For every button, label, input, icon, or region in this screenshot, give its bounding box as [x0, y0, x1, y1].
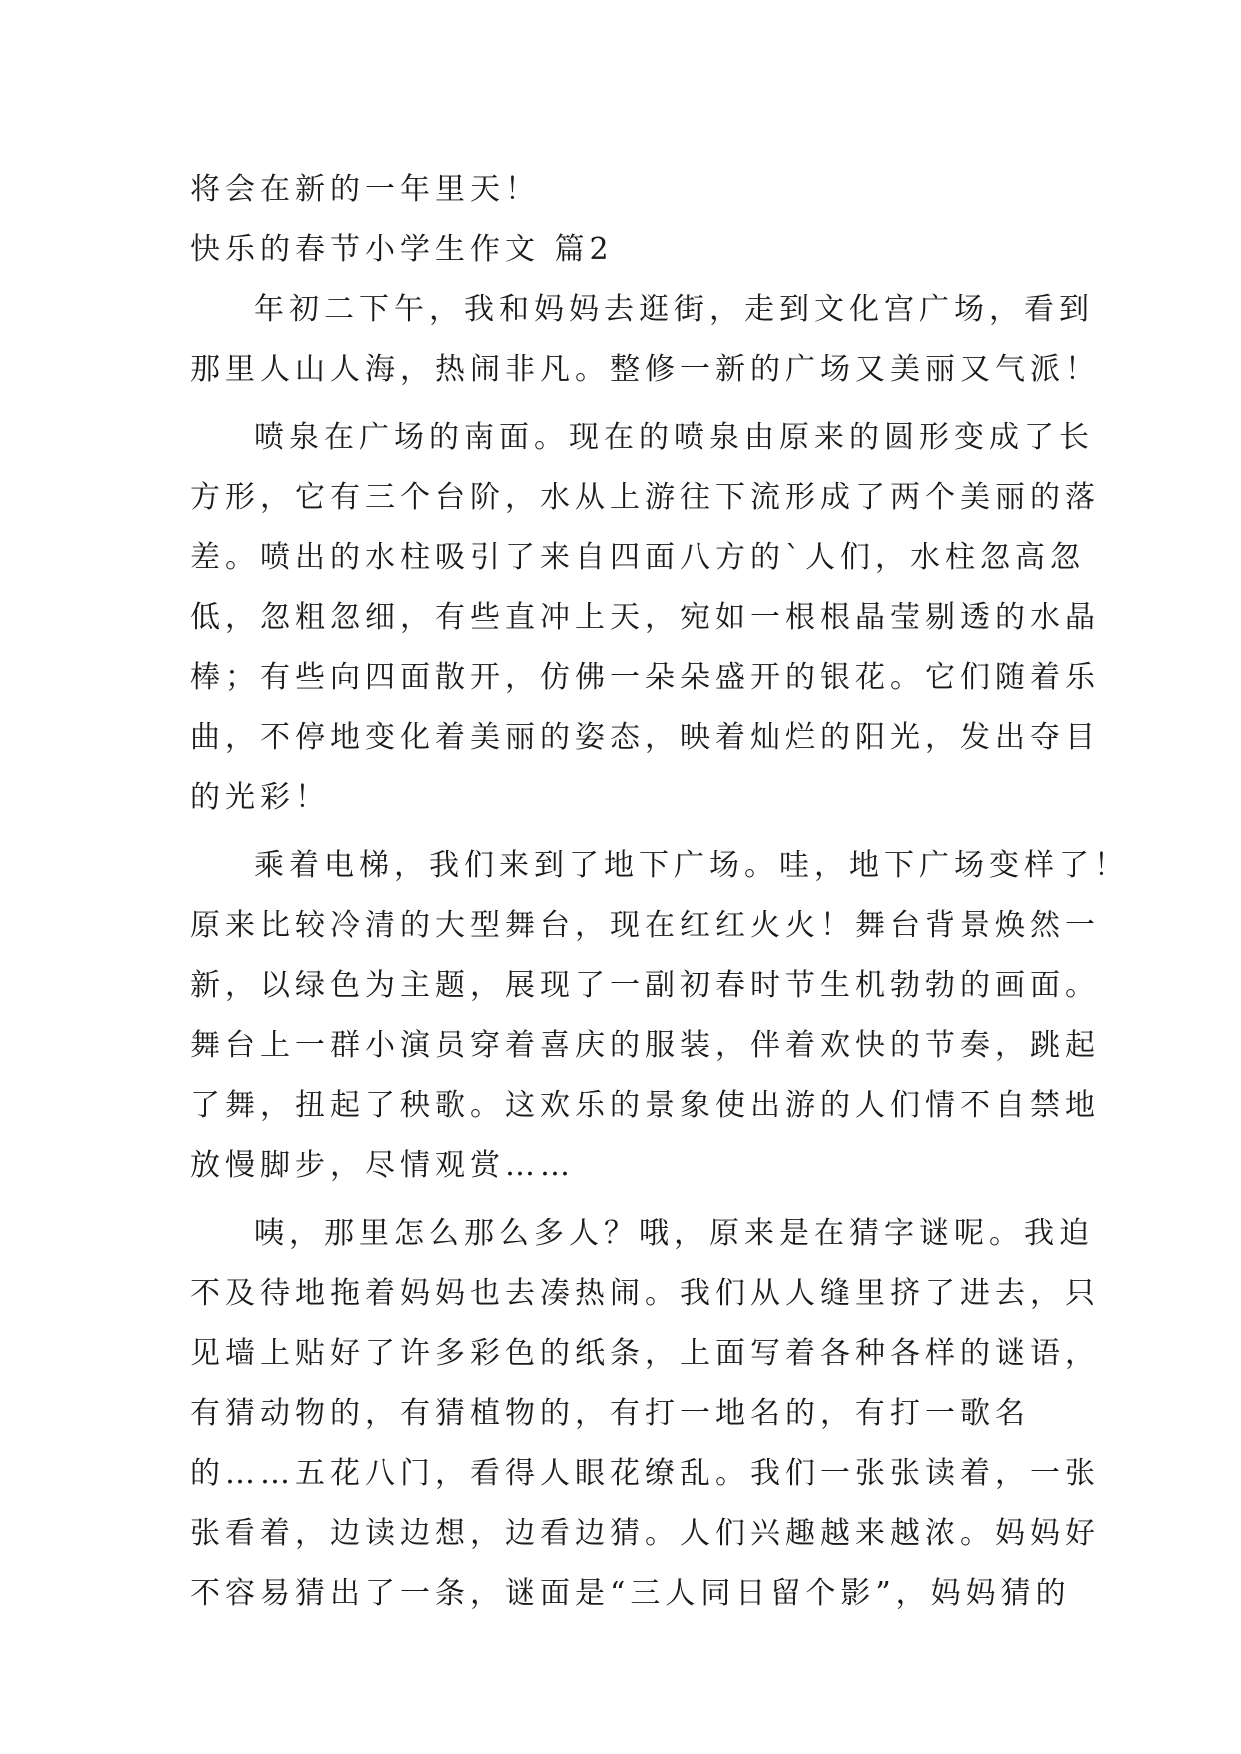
paragraph-1: [190, 280, 1100, 400]
paragraph-line: 原来比较冷清的大型舞台，现在红红火火！舞台背景焕然一: [190, 908, 1100, 943]
paragraph-line: 棒；有些向四面散开，仿佛一朵朵盛开的银花。它们随着乐: [190, 660, 1100, 695]
document-page: [190, 160, 1129, 1624]
paragraph-line: 有猜动物的，有猜植物的，有打一地名的，有打一歌名: [190, 1396, 1030, 1431]
paragraph-line: 的……五花八门，看得人眼花缭乱。我们一张张读着，一张: [190, 1456, 1100, 1491]
paragraph-4: [190, 1204, 1100, 1624]
paragraph-line: 乘着电梯，我们来到了地下广场。哇，地下广场变样了！: [254, 848, 1129, 883]
paragraph-line: 放慢脚步，尽情观赏……: [190, 1148, 575, 1183]
paragraph-line: 喷泉在广场的南面。现在的喷泉由原来的圆形变成了长: [254, 420, 1094, 455]
paragraph-line: 差。喷出的水柱吸引了来自四面八方的`人们，水柱忽高忽: [190, 540, 1085, 575]
paragraph-line: 见墙上贴好了许多彩色的纸条，上面写着各种各样的谜语，: [190, 1336, 1100, 1371]
paragraph-line: 方形，它有三个台阶，水从上游往下流形成了两个美丽的落: [190, 480, 1100, 515]
paragraph-line: 咦，那里怎么那么多人？哦，原来是在猜字谜呢。我迫: [254, 1216, 1094, 1251]
paragraph-line: 的光彩！: [190, 780, 330, 815]
paragraph-line: 不容易猜出了一条，谜面是“三人同日留个影”，妈妈猜的: [190, 1576, 1071, 1611]
paragraph-2: [190, 408, 1100, 828]
paragraph-line: 低，忽粗忽细，有些直冲上天，宛如一根根晶莹剔透的水晶: [190, 600, 1100, 635]
article-heading: 快乐的春节小学生作文 篇2: [190, 232, 614, 267]
lead-line: 将会在新的一年里天！: [190, 172, 540, 207]
paragraph-line: 曲，不停地变化着美丽的姿态，映着灿烂的阳光，发出夺目: [190, 720, 1100, 755]
paragraph-line: 舞台上一群小演员穿着喜庆的服装，伴着欢快的节奏，跳起: [190, 1028, 1100, 1063]
paragraph-3: [190, 836, 1129, 1196]
paragraph-line: 不及待地拖着妈妈也去凑热闹。我们从人缝里挤了进去，只: [190, 1276, 1100, 1311]
paragraph-line: 了舞，扭起了秧歌。这欢乐的景象使出游的人们情不自禁地: [190, 1088, 1100, 1123]
paragraph-line: 张看着，边读边想，边看边猜。人们兴趣越来越浓。妈妈好: [190, 1516, 1100, 1551]
paragraph-line: 新，以绿色为主题，展现了一副初春时节生机勃勃的画面。: [190, 968, 1100, 1003]
paragraph-line: 年初二下午，我和妈妈去逛街，走到文化宫广场，看到: [254, 292, 1094, 327]
paragraph-line: 那里人山人海，热闹非凡。整修一新的广场又美丽又气派！: [190, 352, 1100, 387]
